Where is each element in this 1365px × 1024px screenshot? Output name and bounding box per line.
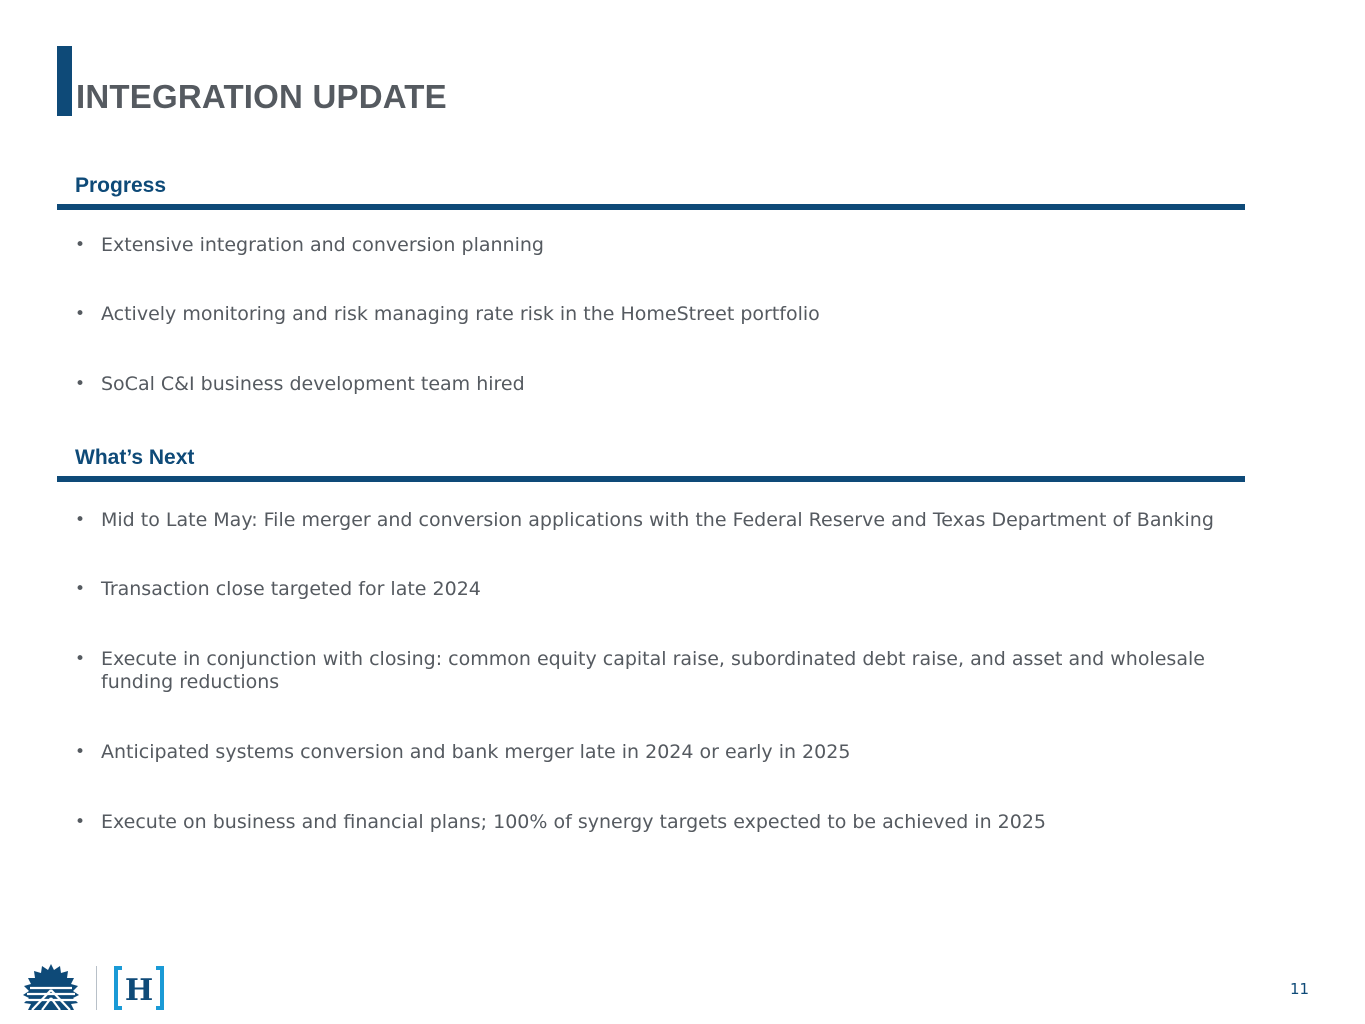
whats-next-heading: What’s Next <box>75 446 195 469</box>
progress-item-text: Extensive integration and conversion planning <box>101 234 544 256</box>
next-item-text: Anticipated systems conversion and bank merger late in 2024 or early in 2025 <box>101 741 851 763</box>
bullet-icon: • <box>75 374 86 394</box>
next-item-text: Execute in conjunction with closing: common equity capital raise, subordinated debt raise, and asset and wholesale funding reductions <box>101 648 1205 693</box>
logo-h-letter: H <box>124 973 154 1008</box>
progress-heading: Progress <box>75 174 167 197</box>
bullet-icon: • <box>75 510 86 530</box>
progress-item <box>75 303 1265 326</box>
next-item <box>75 741 1265 764</box>
title-accent-bar <box>57 46 72 116</box>
whats-next-divider <box>57 476 1245 482</box>
progress-item <box>75 234 1265 257</box>
next-item-text: Execute on business and financial plans; 100% of synergy targets expected to be achieved in 2025 <box>101 811 1047 833</box>
bullet-icon: • <box>75 812 86 832</box>
progress-item-text: Actively monitoring and risk managing rate risk in the HomeStreet portfolio <box>101 303 820 325</box>
next-item-text: Mid to Late May: File merger and conversion applications with the Federal Reserve and Texas Department of Banking <box>101 509 1214 531</box>
progress-item-text: SoCal C&I business development team hired <box>101 373 525 395</box>
bullet-icon: • <box>75 649 86 669</box>
next-item <box>75 648 1265 694</box>
next-item-text: Transaction close targeted for late 2024 <box>101 578 481 600</box>
bracket-h-logo <box>113 966 165 1010</box>
bullet-icon: • <box>75 579 86 599</box>
bullet-icon: • <box>75 304 86 324</box>
page-title: INTEGRATION UPDATE <box>76 78 447 115</box>
next-item <box>75 578 1265 601</box>
sunburst-seal-logo <box>12 962 90 1012</box>
bullet-icon: • <box>75 742 86 762</box>
next-item <box>75 811 1265 834</box>
progress-item <box>75 373 1265 396</box>
progress-divider <box>57 204 1245 210</box>
next-item <box>75 509 1265 532</box>
bullet-icon: • <box>75 235 86 255</box>
logo-divider <box>96 966 97 1010</box>
page-number: 11 <box>1290 980 1310 998</box>
